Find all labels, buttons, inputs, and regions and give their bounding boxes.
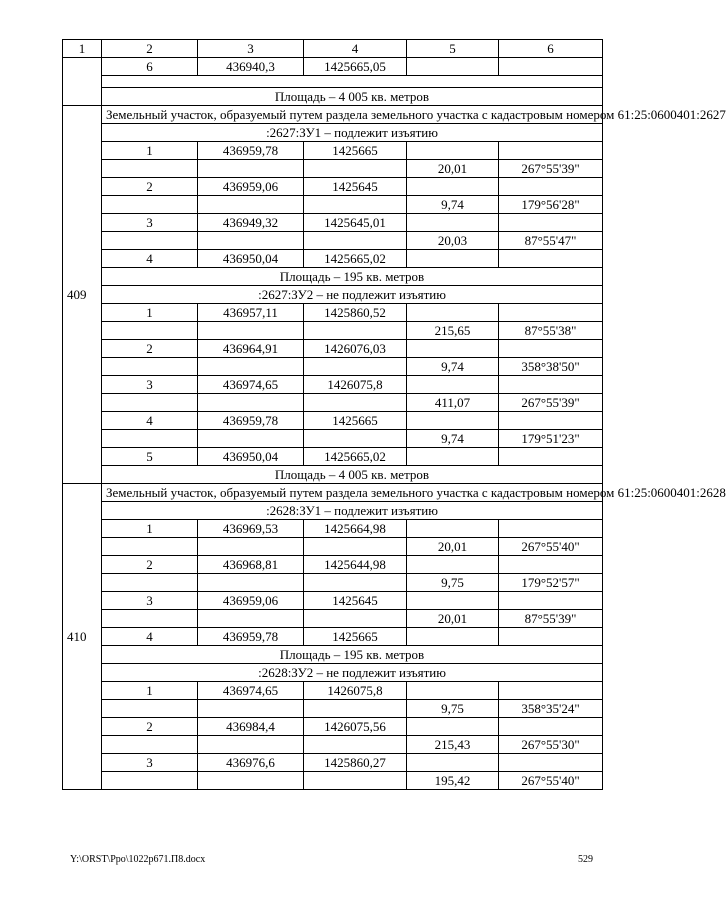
angle-value: 358°38'50" [499,358,603,376]
distance-cell [407,754,499,772]
group-heading: :2628:ЗУ2 – не подлежит изъятию [102,664,603,682]
point-row [63,376,603,394]
coord-y: 1425665,05 [304,58,407,76]
empty-cell [198,196,304,214]
empty-cell [102,232,198,250]
group-heading-row [63,664,603,682]
empty-cell [198,430,304,448]
empty-cell [304,700,407,718]
point-row [63,682,603,700]
point-row [63,142,603,160]
angle-cell [499,142,603,160]
empty-cell [102,538,198,556]
distance-cell [407,592,499,610]
point-number: 1 [102,682,198,700]
table-header-row [63,40,603,58]
distance-cell [407,58,499,76]
distance-value: 195,42 [407,772,499,790]
distance-value: 9,75 [407,700,499,718]
empty-cell [102,160,198,178]
area-label: Площадь – 4 005 кв. метров [102,466,603,484]
distance-cell [407,412,499,430]
section-title: Земельный участок, образуемый путем раздела земельного участка с кадастровым номером 61:25:0600401:2627 [102,106,603,124]
section-number: 409 [63,106,102,484]
point-row [63,628,603,646]
angle-value: 87°55'38" [499,322,603,340]
spacer-cell [102,76,603,88]
coord-x: 436950,04 [198,448,304,466]
column-number-6: 6 [499,40,603,58]
point-row [63,178,603,196]
coord-x: 436984,4 [198,718,304,736]
angle-cell [499,718,603,736]
point-number: 3 [102,754,198,772]
empty-cell [304,358,407,376]
empty-cell [304,574,407,592]
footer-page-number: 529 [578,854,593,865]
point-number: 4 [102,412,198,430]
angle-value: 179°51'23" [499,430,603,448]
segment-row [63,736,603,754]
segment-row [63,160,603,178]
angle-value: 267°55'40" [499,538,603,556]
angle-cell [499,214,603,232]
coord-y: 1425665 [304,412,407,430]
empty-cell [198,358,304,376]
area-row [63,88,603,106]
point-row [63,754,603,772]
empty-cell [102,196,198,214]
empty-cell [102,610,198,628]
coord-y: 1425860,52 [304,304,407,322]
empty-cell [198,700,304,718]
empty-cell [198,232,304,250]
angle-cell [499,592,603,610]
coord-y: 1425665,02 [304,448,407,466]
point-row [63,304,603,322]
empty-cell [102,394,198,412]
coord-y: 1425645,01 [304,214,407,232]
segment-row [63,574,603,592]
empty-cell [102,322,198,340]
angle-value: 267°55'40" [499,772,603,790]
coord-x: 436957,11 [198,304,304,322]
angle-cell [499,628,603,646]
table-row [63,58,603,76]
column-number-1: 1 [63,40,102,58]
distance-value: 215,43 [407,736,499,754]
distance-cell [407,520,499,538]
distance-value: 20,01 [407,610,499,628]
angle-cell [499,304,603,322]
coord-y: 1426075,56 [304,718,407,736]
empty-cell [304,772,407,790]
distance-cell [407,142,499,160]
segment-row [63,610,603,628]
point-number: 2 [102,718,198,736]
empty-cell [102,736,198,754]
point-number: 6 [102,58,198,76]
point-number: 1 [102,304,198,322]
column-number-2: 2 [102,40,198,58]
angle-value: 267°55'30" [499,736,603,754]
angle-cell [499,754,603,772]
segment-row [63,196,603,214]
coord-x: 436974,65 [198,376,304,394]
empty-cell [304,610,407,628]
angle-cell [499,682,603,700]
coord-x: 436964,91 [198,340,304,358]
angle-cell [499,58,603,76]
coord-y: 1425664,98 [304,520,407,538]
coordinates-table-body [63,40,726,790]
empty-cell [198,574,304,592]
distance-cell [407,448,499,466]
row-number-cell [63,58,102,106]
coord-y: 1425665 [304,628,407,646]
area-row [63,646,603,664]
coord-x: 436968,81 [198,556,304,574]
distance-cell [407,304,499,322]
empty-cell [304,160,407,178]
area-label: Площадь – 4 005 кв. метров [102,88,603,106]
empty-cell [102,574,198,592]
point-row [63,412,603,430]
point-number: 1 [102,520,198,538]
point-number: 2 [102,340,198,358]
distance-value: 9,75 [407,574,499,592]
point-number: 4 [102,628,198,646]
segment-row [63,538,603,556]
coord-x: 436959,78 [198,628,304,646]
angle-value: 267°55'39" [499,394,603,412]
angle-cell [499,340,603,358]
distance-value: 9,74 [407,430,499,448]
empty-cell [304,538,407,556]
empty-cell [304,196,407,214]
coord-x: 436969,53 [198,520,304,538]
section-title: Земельный участок, образуемый путем раздела земельного участка с кадастровым номером 61:25:0600401:2628 [102,484,603,502]
coord-x: 436959,06 [198,178,304,196]
angle-cell [499,376,603,394]
distance-value: 9,74 [407,358,499,376]
area-row [63,268,603,286]
segment-row [63,358,603,376]
column-number-5: 5 [407,40,499,58]
footer-file-path: Y:\ORST\Ppo\1022p671.П8.docx [70,854,206,865]
empty-cell [198,160,304,178]
coord-y: 1425644,98 [304,556,407,574]
point-row [63,448,603,466]
point-row [63,214,603,232]
segment-row [63,430,603,448]
group-heading-row [63,502,603,520]
empty-cell [102,358,198,376]
group-heading: :2627:ЗУ1 – подлежит изъятию [102,124,603,142]
area-label: Площадь – 195 кв. метров [102,646,603,664]
angle-cell [499,520,603,538]
point-number: 1 [102,142,198,160]
coordinates-table [62,39,726,790]
empty-cell [304,394,407,412]
coord-y: 1425665,02 [304,250,407,268]
empty-cell [198,538,304,556]
coord-y: 1425645 [304,592,407,610]
angle-cell [499,448,603,466]
distance-cell [407,214,499,232]
empty-cell [198,322,304,340]
distance-cell [407,178,499,196]
point-row [63,592,603,610]
point-row [63,340,603,358]
distance-value: 20,01 [407,160,499,178]
spacer-row [63,76,603,88]
area-row [63,466,603,484]
empty-cell [304,322,407,340]
angle-value: 179°56'28" [499,196,603,214]
distance-cell [407,250,499,268]
distance-value: 215,65 [407,322,499,340]
angle-cell [499,556,603,574]
distance-value: 20,03 [407,232,499,250]
segment-row [63,394,603,412]
empty-cell [198,736,304,754]
point-number: 2 [102,178,198,196]
group-heading-row [63,286,603,304]
angle-cell [499,178,603,196]
group-heading-row [63,124,603,142]
angle-value: 179°52'57" [499,574,603,592]
empty-cell [102,772,198,790]
column-number-4: 4 [304,40,407,58]
distance-value: 411,07 [407,394,499,412]
segment-row [63,772,603,790]
point-number: 3 [102,592,198,610]
group-heading: :2627:ЗУ2 – не подлежит изъятию [102,286,603,304]
angle-cell [499,412,603,430]
distance-cell [407,376,499,394]
point-row [63,556,603,574]
segment-row [63,700,603,718]
distance-cell [407,556,499,574]
coord-y: 1425665 [304,142,407,160]
angle-value: 87°55'47" [499,232,603,250]
empty-cell [304,430,407,448]
empty-cell [304,232,407,250]
distance-value: 9,74 [407,196,499,214]
empty-cell [198,610,304,628]
point-number: 2 [102,556,198,574]
distance-cell [407,628,499,646]
segment-row [63,232,603,250]
point-number: 3 [102,376,198,394]
angle-value: 267°55'39" [499,160,603,178]
coord-x: 436974,65 [198,682,304,700]
empty-cell [198,772,304,790]
coord-x: 436959,78 [198,412,304,430]
point-row [63,718,603,736]
coord-x: 436950,04 [198,250,304,268]
coord-y: 1425645 [304,178,407,196]
empty-cell [102,430,198,448]
distance-cell [407,682,499,700]
column-number-3: 3 [198,40,304,58]
point-row [63,250,603,268]
empty-cell [304,736,407,754]
point-number: 4 [102,250,198,268]
section-title-row [63,484,603,502]
angle-value: 87°55'39" [499,610,603,628]
coord-y: 1425860,27 [304,754,407,772]
distance-cell [407,718,499,736]
coord-x: 436949,32 [198,214,304,232]
point-row [63,520,603,538]
empty-cell [198,394,304,412]
distance-cell [407,340,499,358]
coord-x: 436959,06 [198,592,304,610]
area-label: Площадь – 195 кв. метров [102,268,603,286]
empty-cell [102,700,198,718]
coord-y: 1426075,8 [304,682,407,700]
coord-x: 436959,78 [198,142,304,160]
angle-cell [499,250,603,268]
angle-value: 358°35'24" [499,700,603,718]
coord-x: 436940,3 [198,58,304,76]
section-number: 410 [63,484,102,790]
section-title-row [63,106,603,124]
coord-x: 436976,6 [198,754,304,772]
coord-y: 1426076,03 [304,340,407,358]
segment-row [63,322,603,340]
group-heading: :2628:ЗУ1 – подлежит изъятию [102,502,603,520]
point-number: 3 [102,214,198,232]
coord-y: 1426075,8 [304,376,407,394]
point-number: 5 [102,448,198,466]
distance-value: 20,01 [407,538,499,556]
